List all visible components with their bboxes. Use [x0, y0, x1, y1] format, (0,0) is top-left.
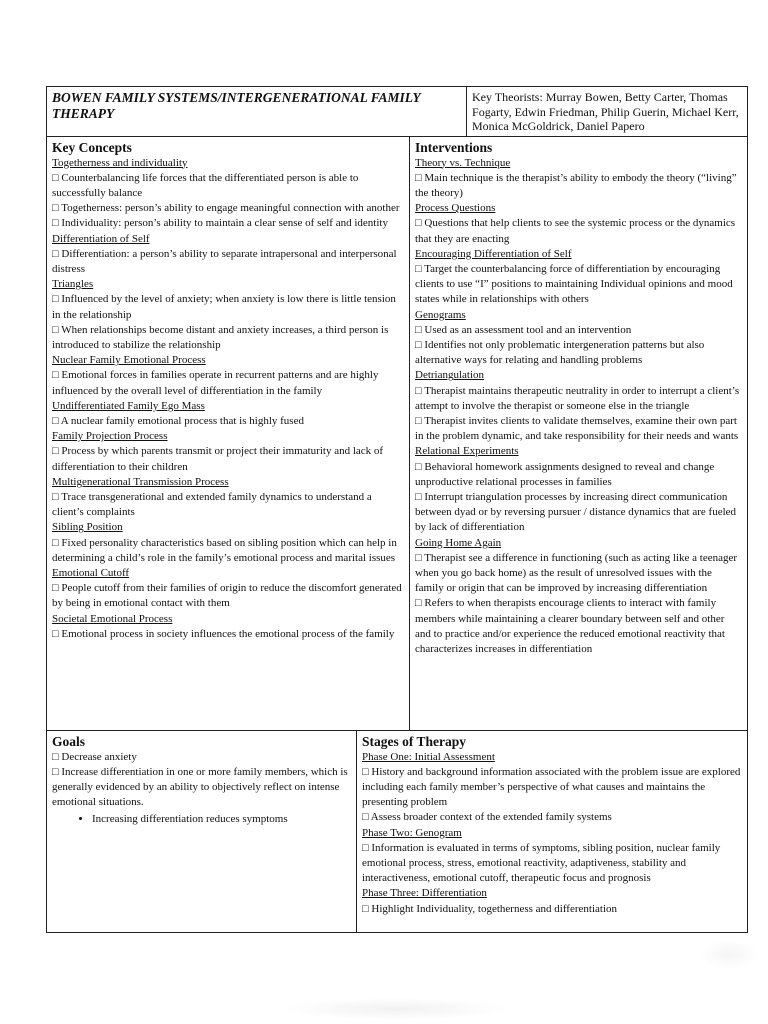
list-item: □ Process by which parents transmit or project their immaturity and lack of differentiation to their children: [52, 445, 384, 473]
subheading: Process Questions: [415, 202, 496, 215]
key-concepts-cell: [47, 136, 410, 730]
subheading: Sibling Position: [52, 521, 123, 534]
list-item: □ Influenced by the level of anxiety; when anxiety is low there is little tension in the relationship: [52, 293, 396, 321]
goals-body: [52, 750, 351, 811]
concepts-row: [47, 136, 748, 730]
list-item: □ Assess broader context of the extended family systems: [362, 811, 612, 824]
goals-cell: [47, 730, 357, 932]
stages-heading: Stages of Therapy: [362, 733, 467, 749]
stages-cell: [357, 730, 748, 932]
subheading: Family Projection Process: [52, 430, 168, 443]
scan-artifact: [700, 940, 760, 970]
list-item: □ Information is evaluated in terms of symptoms, sibling position, nuclear family emotional process, stress, emotional reactivity, adaptiveness, stability and interactiveness, emotional cutoff, therapeutic focus and prognosis: [362, 841, 721, 885]
subheading: Undifferentiated Family Ego Mass: [52, 399, 205, 412]
stages-body: [362, 750, 742, 917]
subheading: Multigenerational Transmission Process: [52, 475, 229, 488]
key-theorists: Key Theorists: Murray Bowen, Betty Carter, Thomas Fogarty, Edwin Friedman, Philip Guerin, Michael Kerr, Monica McGoldrick, Daniel Papero: [467, 87, 748, 137]
list-item: □ Therapist maintains therapeutic neutrality in order to interrupt a client’s attempt to involve the therapist or someone else in the triangle: [415, 384, 740, 412]
document-title: BOWEN FAMILY SYSTEMS/INTERGENERATIONAL FAMILY THERAPY: [47, 87, 467, 137]
list-item: □ Behavioral homework assignments designed to reveal and change unproductive relational processes in families: [415, 460, 715, 488]
bullet-item: • Increasing differentiation reduces symptoms: [92, 812, 351, 827]
goals-heading: Goals: [52, 733, 86, 749]
list-item: □ Emotional process in society influences the emotional process of the family: [52, 627, 395, 640]
list-item: □ History and background information associated with the problem issue are explored including each family member’s perspective of what causes and maintains the presenting problem: [362, 765, 741, 809]
list-item: □ Therapist invites clients to validate themselves, examine their own part in the problem dynamic, and take responsibility for their needs and wants: [415, 414, 739, 443]
list-item: □ Individuality: person’s ability to maintain a clear sense of self and identity: [52, 217, 388, 230]
key-concepts-body: [52, 156, 404, 643]
list-item: □ Questions that help clients to see the systemic process or the dynamics that they are enacting: [415, 217, 736, 245]
subheading: Phase One: Initial Assessment: [362, 750, 495, 763]
subheading: Phase Two: Genogram: [362, 826, 462, 839]
interventions-body: [415, 156, 742, 658]
subheading: Genograms: [415, 308, 466, 321]
interventions-heading: Interventions: [415, 139, 493, 155]
document-sheet: [46, 86, 747, 933]
list-item: □ Counterbalancing life forces that the differentiated person is able to successfully balance: [52, 171, 359, 199]
list-item: □ Main technique is the therapist’s ability to embody the theory (“living” the theory): [415, 171, 737, 199]
subheading: Relational Experiments: [415, 445, 519, 458]
subheading: Differentiation of Self: [52, 232, 150, 245]
subheading: Theory vs. Technique: [415, 156, 511, 169]
list-item: □ People cutoff from their families of origin to reduce the discomfort generated by being in emotional contact with them: [52, 582, 402, 610]
interventions-cell: [410, 136, 748, 730]
subheading: Togetherness and individuality: [52, 156, 188, 169]
key-concepts-heading: Key Concepts: [52, 139, 132, 155]
list-item: □ When relationships become distant and anxiety increases, a third person is introduced to stabilize the relationship: [52, 323, 389, 351]
scan-artifact: [280, 998, 510, 1020]
list-item: □ Emotional forces in families operate in recurrent patterns and are highly influenced by the overall level of differentiation in the family: [52, 369, 379, 397]
subheading: Emotional Cutoff: [52, 566, 130, 579]
list-item: □ Increase differentiation in one or more family members, which is generally evidenced by an ability to objectively reflect on intense: [52, 765, 348, 793]
list-item: □ Fixed personality characteristics based on sibling position which can help in determining a child’s role in the family’s emotional process and marital issues: [52, 536, 397, 564]
list-item: □ Highlight Individuality, togetherness and differentiation: [362, 902, 618, 915]
subheading: Phase Three: Differentiation: [362, 887, 487, 900]
subheading: Triangles: [52, 278, 94, 291]
list-item: □ Identifies not only problematic intergeneration patterns but also alternative ways for relating and handling problems: [415, 338, 705, 367]
list-item: □ Decrease anxiety: [52, 750, 137, 763]
subheading: Encouraging Differentiation of Self: [415, 247, 572, 260]
list-item: □ Target the counterbalancing force of differentiation by encouraging clients to use “I” positions to maintaining Individual opinions and mood states while in relationships with others: [415, 262, 733, 306]
list-item: □ Therapist see a difference in functioning (such as acting like a teenager when you go back home) as the result of unresolved issues with the family or origin that can be improved by increasing differentiation: [415, 551, 738, 595]
list-item: □ Refers to when therapists encourage clients to interact with family members while maintaining a clearer boundary between self and other and to practice and/or experience the reduced emotional reactivity that characterizes increases in differentiation: [415, 597, 725, 655]
subheading: Detriangulation: [415, 369, 485, 382]
summary-table: [46, 86, 748, 933]
subheading: Going Home Again: [415, 536, 502, 549]
list-item: emotional situations.: [52, 796, 144, 809]
list-item: □ Trace transgenerational and extended family dynamics to understand a client’s complaints: [52, 490, 372, 519]
list-item: □ Togetherness: person’s ability to engage meaningful connection with another: [52, 202, 400, 215]
list-item: □ Interrupt triangulation processes by increasing direct communication between dyad or by reversing pursuer / distance dynamics that are fueled by lack of differentiation: [415, 490, 737, 534]
list-item: □ A nuclear family emotional process that is highly fused: [52, 414, 304, 427]
subheading: Societal Emotional Process: [52, 612, 173, 625]
list-item: □ Differentiation: a person’s ability to separate intrapersonal and interpersonal distress: [52, 247, 397, 275]
subheading: Nuclear Family Emotional Process: [52, 354, 206, 367]
goals-bullet-list: [52, 812, 351, 827]
title-row: [47, 87, 748, 137]
goals-row: [47, 730, 748, 932]
list-item: □ Used as an assessment tool and an intervention: [415, 323, 632, 336]
